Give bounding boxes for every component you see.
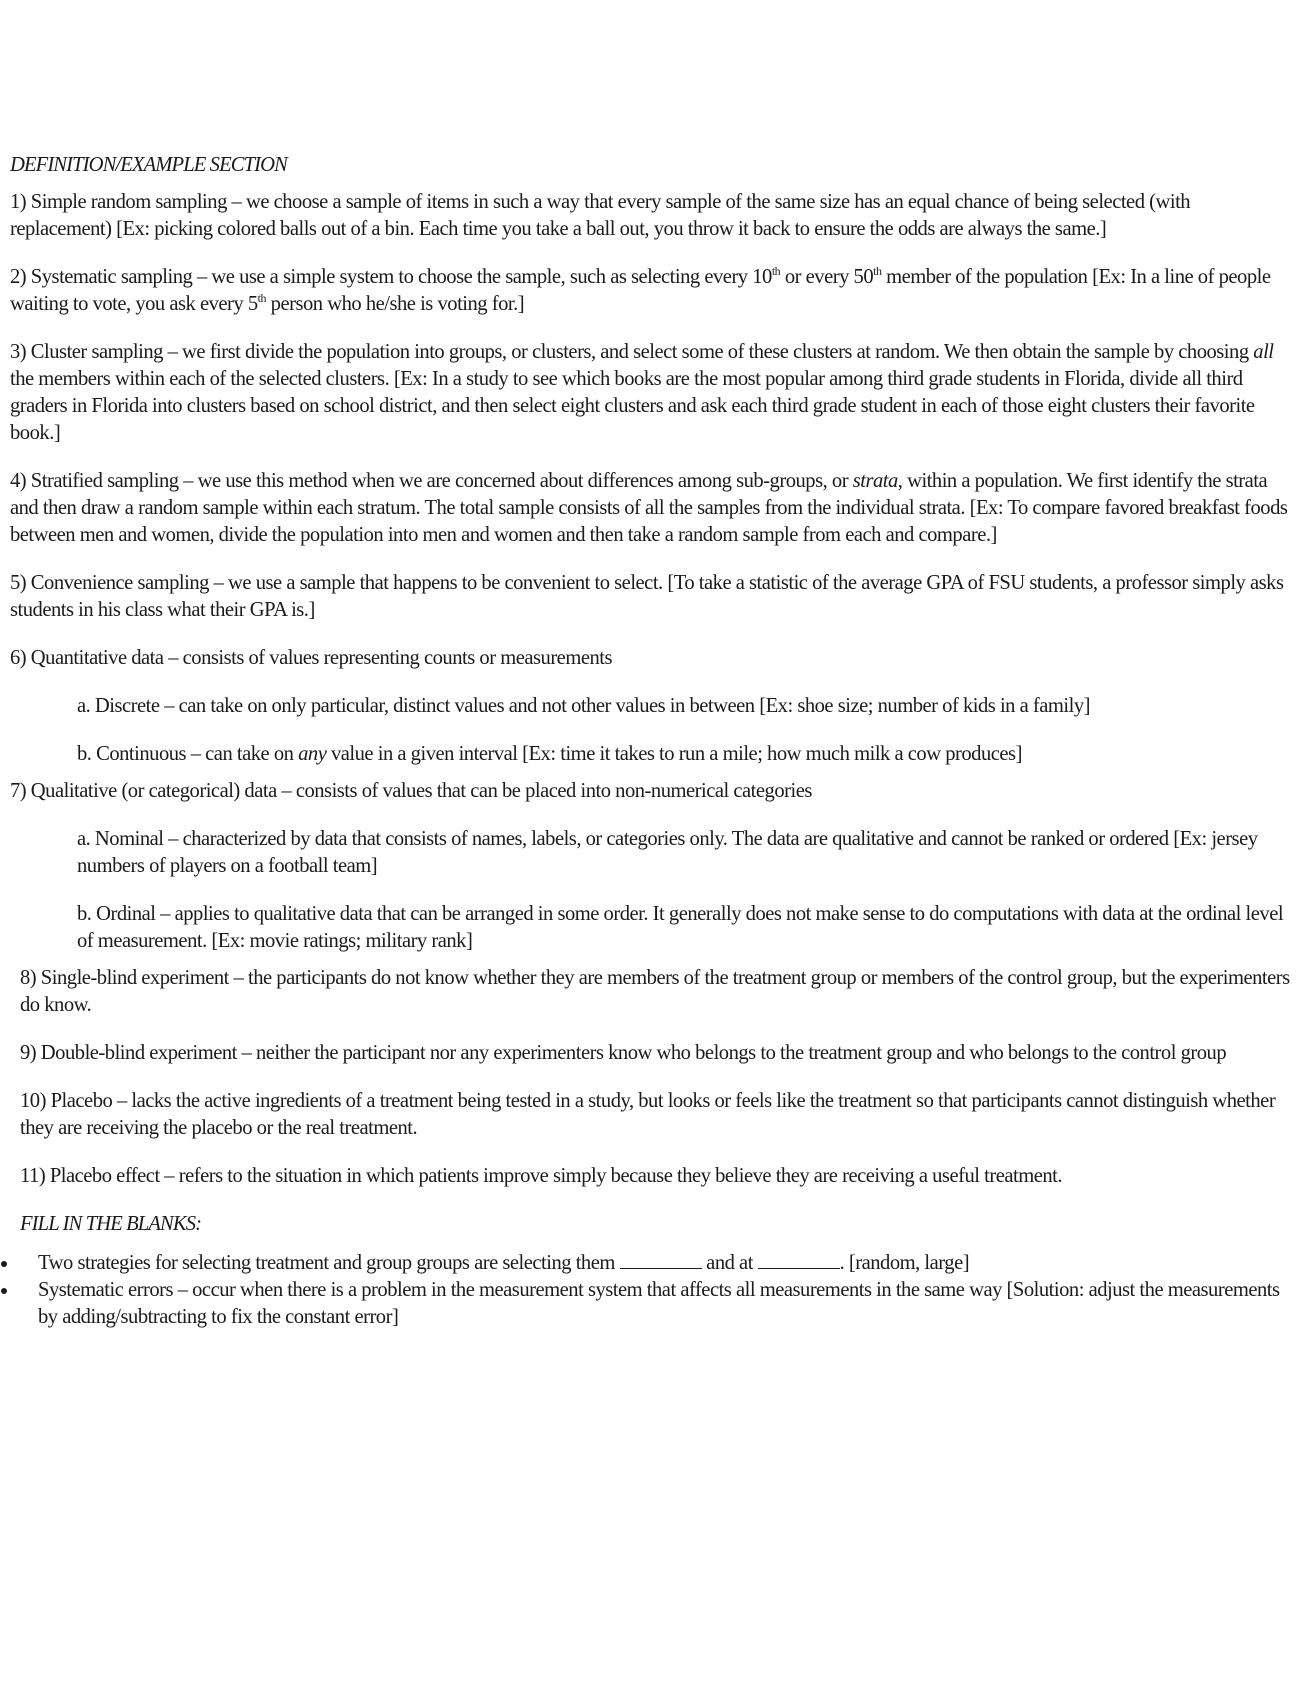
definition-discrete: a. Discrete – can take on only particular, distinct values and not other values in between [Ex: shoe size; number of kids in a family] — [77, 695, 1091, 717]
list-item: Two strategies for selecting treatment and group groups are selecting them and at . [random, large] — [10, 1250, 1295, 1277]
definition-qualitative-data: 7) Qualitative (or categorical) data – consists of values that can be placed into non-numerical categories — [10, 780, 812, 802]
definition-ordinal: b. Ordinal – applies to qualitative data that can be arranged in some order. It generally does not make sense to do computations with data at the ordinal level of measurement. [Ex: movie ratings; military rank] — [77, 903, 1284, 952]
fill-in-heading: FILL IN THE BLANKS: — [20, 1213, 202, 1235]
definition-nominal: a. Nominal – characterized by data that consists of names, labels, or categories only. The data are qualitative and cannot be ranked or ordered [Ex: jersey numbers of players on a football team] — [77, 828, 1258, 877]
definition-systematic-sampling: 2) Systematic sampling – we use a simple system to choose the sample, such as selecting every 10th or every 50th member of the population [Ex: In a line of people waiting to vote, you ask every 5th person who he/she is voting for.] — [10, 264, 1271, 315]
definition-placebo: 10) Placebo – lacks the active ingredients of a treatment being tested in a study, but looks or feels like the treatment so that participants cannot distinguish whether they are receiving the placebo or the real treatment. — [20, 1090, 1276, 1139]
definition-quantitative-data: 6) Quantitative data – consists of values representing counts or measurements — [10, 647, 613, 669]
list-item: Systematic errors – occur when there is a problem in the measurement system that affects all measurements in the same way [Solution: adjust the measurements by adding/subtracting to fix the constant error] — [10, 1277, 1295, 1331]
bullet-icon — [1, 1288, 7, 1294]
blank-line — [758, 1252, 840, 1269]
definition-cluster-sampling: 3) Cluster sampling – we first divide the population into groups, or clusters, and select some of these clusters at random. We then obtain the sample by choosing all the members within each of the selected clusters. [Ex: In a study to see which books are the most popular among third grade students in Florida, divide all third graders in Florida into clusters based on school district, and then select eight clusters and ask each third grade student in each of those eight clusters their favorite book.] — [10, 341, 1274, 444]
definition-convenience-sampling: 5) Convenience sampling – we use a sample that happens to be convenient to select. [To take a statistic of the average GPA of FSU students, a professor simply asks students in his class what their GPA is.] — [10, 572, 1284, 621]
definition-single-blind: 8) Single-blind experiment – the participants do not know whether they are members of the treatment group or members of the control group, but the experimenters do know. — [20, 967, 1290, 1016]
definition-simple-random-sampling: 1) Simple random sampling – we choose a sample of items in such a way that every sample of the same size has an equal chance of being selected (with replacement) [Ex: picking colored balls out of a bin. Each time you take a ball out, you throw it back to ensure the odds are always the same.] — [10, 191, 1191, 240]
blank-line — [620, 1252, 702, 1269]
bullet-icon — [1, 1261, 7, 1267]
definition-continuous: b. Continuous – can take on any value in a given interval [Ex: time it takes to run a mile; how much milk a cow produces] — [77, 743, 1022, 765]
fill-in-list — [10, 1250, 1295, 1331]
definition-placebo-effect: 11) Placebo effect – refers to the situation in which patients improve simply because they believe they are receiving a useful treatment. — [20, 1165, 1063, 1187]
definition-stratified-sampling: 4) Stratified sampling – we use this method when we are concerned about differences among sub-groups, or strata, within a population. We first identify the strata and then draw a random sample within each stratum. The total sample consists of all the samples from the individual strata. [Ex: To compare favored breakfast foods between men and women, divide the population into men and women and then take a random sample from each and compare.] — [10, 470, 1288, 546]
document-page — [10, 152, 1295, 1331]
section-heading: DEFINITION/EXAMPLE SECTION — [10, 154, 287, 176]
definition-double-blind: 9) Double-blind experiment – neither the participant nor any experimenters know who belongs to the treatment group and who belongs to the control group — [20, 1042, 1227, 1064]
